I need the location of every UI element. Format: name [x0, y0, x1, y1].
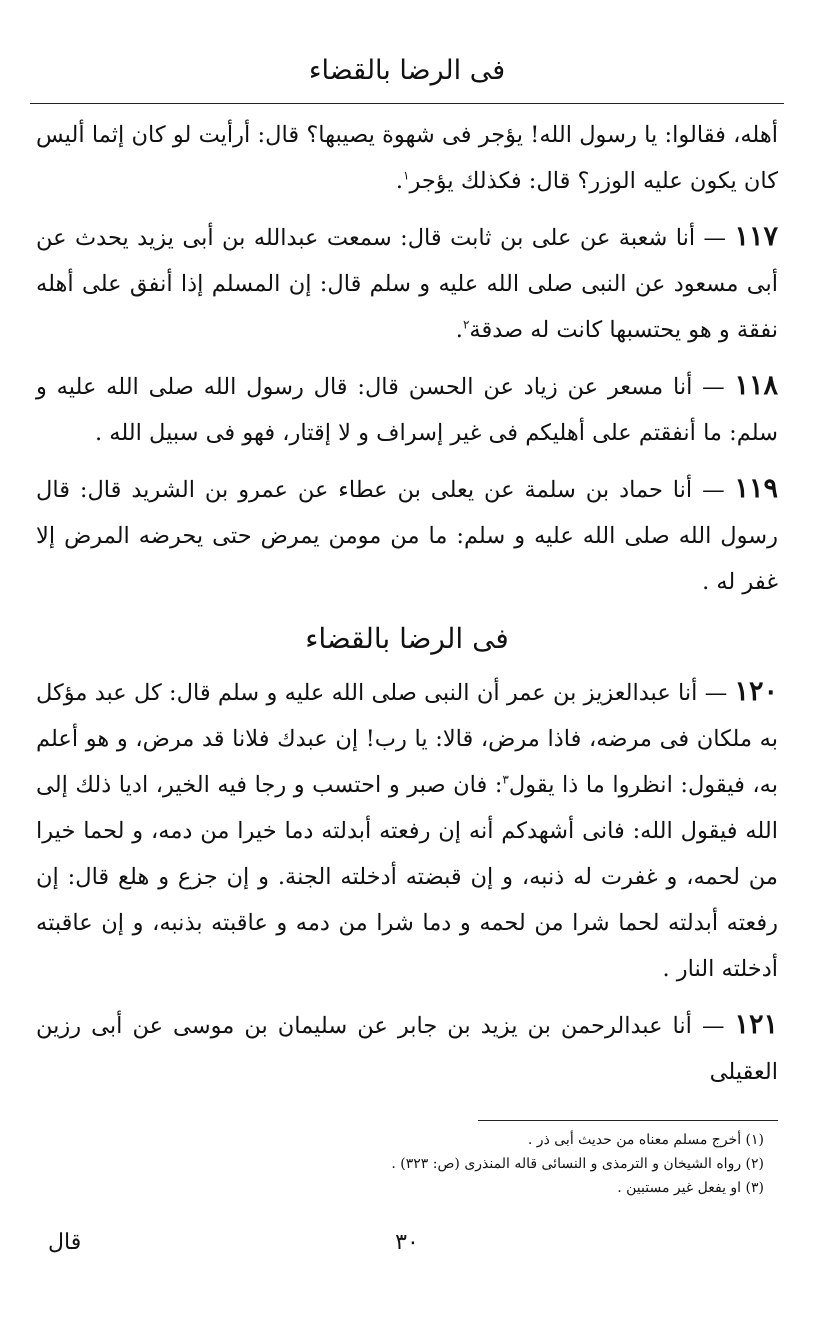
hadith-number: ١١٧	[734, 221, 778, 252]
paragraph-continuation	[36, 112, 778, 204]
hadith-120	[36, 669, 778, 992]
footnotes	[36, 1128, 764, 1200]
paragraph-tail: .	[455, 317, 463, 343]
paragraph-text: — أنا مسعر عن زياد عن الحسن قال: قال رسول الله صلى الله عليه و سلم: ما أنفقتم على أهليكم فى غير إسراف و لا إقتار، فهو فى سبيل الله .	[36, 374, 778, 446]
hadith-number: ١٢٠	[734, 676, 779, 707]
hadith-117	[36, 214, 778, 353]
footnote-2: (٢) رواه الشيخان و الترمذى و النسائى قاله المنذرى (ص: ٣٢٣) .	[391, 1156, 764, 1172]
main-text	[36, 112, 778, 1095]
footnote-ref: ٢	[462, 317, 470, 332]
header-rule	[30, 103, 784, 104]
page-number: ٣٠	[395, 1230, 419, 1255]
catchword: قال	[48, 1230, 82, 1255]
paragraph-tail: : فان صبر و احتسب و رجا فيه الخير، اديا ذلك إلى الله فيقول الله: فانى أشهدكم أنه إن رفعته أبدلته دما خيرا من دمه، و لحما خيرا من لحمه، و غفرت له ذنبه، و إن قبضته أدخلته الجنة. و إن جزع و هلع قال: إن رفعته أبدلته لحما شرا من لحمه و دما شرا من دمه و عاقبته بذنبه، و إن عاقبته أدخلته النار .	[36, 772, 778, 982]
paragraph-tail: .	[395, 168, 404, 194]
footnote-ref: ٣	[502, 772, 509, 787]
footnote-1: (١) أخرج مسلم معناه من حديث أبى ذر .	[527, 1132, 764, 1148]
hadith-118	[36, 363, 778, 456]
paragraph-text: أهله، فقالوا: يا رسول الله! يؤجر فى شهوة يصيبها؟ قال: أرأيت لو كان إثما أليس كان يكون عليه الوزر؟ قال: فكذلك يؤجر	[36, 122, 778, 194]
footnote-ref: ١	[403, 168, 410, 183]
paragraph-text: — أنا عبدالعزيز بن عمر أن النبى صلى الله عليه و سلم قال: كل عبد مؤكل به ملكان فى مرضه، فاذا مرض، قالا: يا رب! إن عبدك فلانا قد مرض، و هو أعلم به، فيقول: انظروا ما ذا يقول	[36, 680, 778, 798]
paragraph-text: — أنا عبدالرحمن بن يزيد بن جابر عن سليمان بن موسى عن أبى رزين العقيلى	[36, 1013, 778, 1085]
footnote-rule	[478, 1120, 778, 1121]
section-heading: فى الرضا بالقضاء	[305, 622, 509, 655]
paragraph-text: — أنا شعبة عن على بن ثابت قال: سمعت عبدالله بن أبى يزيد يحدث عن أبى مسعود عن النبى صلى الله عليه و سلم قال: إن المسلم إذا أنفق على أهله نفقة و هو يحتسبها كانت له صدقة	[36, 225, 778, 343]
hadith-number: ١١٩	[734, 473, 779, 504]
hadith-119	[36, 466, 778, 605]
hadith-number: ١١٨	[734, 370, 779, 401]
running-header: فى الرضا بالقضاء	[308, 55, 506, 86]
hadith-number: ١٢١	[734, 1009, 778, 1040]
paragraph-text: — أنا حماد بن سلمة عن يعلى بن عطاء عن عمرو بن الشريد قال: قال رسول الله صلى الله عليه و سلم: ما من مومن يمرض حتى يحرضه المرض إلا غفر له .	[36, 477, 778, 595]
hadith-121	[36, 1002, 778, 1095]
footnote-3: (٣) او يفعل غير مستبين .	[617, 1180, 764, 1196]
